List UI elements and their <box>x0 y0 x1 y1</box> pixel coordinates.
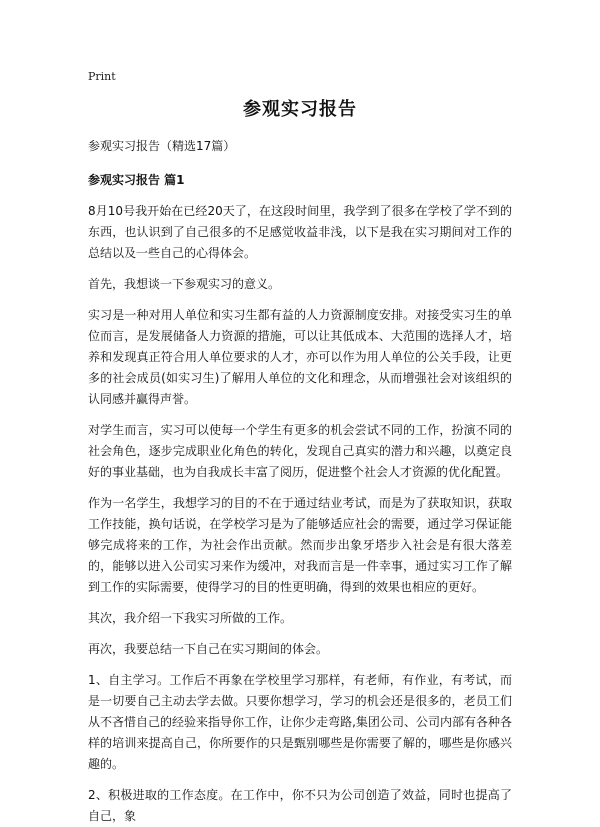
paragraph-learning-purpose: 作为一名学生，我想学习的目的不在于通过结业考试，而是为了获取知识，获取工作技能，换句话说，在学校学习是为了能够适应社会的需要，通过学习保证能够完成将来的工作，为社会作出贡献。然而步出象牙塔步入社会是有很大落差的，能够以进入公司实习来作为缓冲，对我而言是一件幸事，通过实习工作了解到工作的实际需要，使得学习的目的性更明确，得到的效果也相应的更好。 <box>88 496 512 594</box>
paragraph-meaning: 首先，我想谈一下参观实习的意义。 <box>88 277 281 291</box>
paragraph-summary-intro: 再次，我要总结一下自己在实习期间的体会。 <box>88 642 329 656</box>
page-title: 参观实习报告 <box>243 99 357 120</box>
paragraph-intro: 8月10号我开始在已经20天了，在这段时间里，我学到了很多在学校了学不到的东西，也认识到了自己很多的不足感觉收益非浅，以下是我在实习期间对工作的总结以及一些自己的心得体会。 <box>88 204 512 260</box>
paragraph-work-intro: 其次，我介绍一下我实习所做的工作。 <box>88 611 293 625</box>
document-subtitle: 参观实习报告（精选17篇） <box>88 139 236 153</box>
section-heading: 参观实习报告 篇1 <box>88 173 185 187</box>
paragraph-self-study: 1、自主学习。工作后不再象在学校里学习那样，有老师，有作业，有考试，而是一切要自己主动去学去做。只要你想学习，学习的机会还是很多的，老员工们从不吝惜自己的经验来指导你工作，让你少走弯路,集团公司、公司内部有各种各样的培训来提高自己，你所要作的只是甄别哪些是你需要了解的，哪些是你感兴趣的。 <box>88 673 512 771</box>
paragraph-student-benefit: 对学生而言，实习可以使每一个学生有更多的机会尝试不同的工作，扮演不同的社会角色，逐步完成职业化角色的转化，发现自己真实的潜力和兴趣，以奠定良好的事业基础，也为自我成长丰富了阅历，促进整个社会人才资源的优化配置。 <box>88 423 512 479</box>
paragraph-internship-definition: 实习是一种对用人单位和实习生都有益的人力资源制度安排。对接受实习生的单位而言，是发展储备人力资源的措施，可以让其低成本、大范围的选择人才，培养和发现真正符合用人单位要求的人才，亦可以作为用人单位的公关手段，让更多的社会成员(如实习生)了解用人单位的文化和理念，从而增强社会对该组织的认同感并赢得声誉。 <box>88 308 512 406</box>
paragraph-work-attitude: 2、积极进取的工作态度。在工作中，你不只为公司创造了效益，同时也提高了自己，象 <box>88 788 512 823</box>
print-link[interactable]: Print <box>88 70 116 83</box>
